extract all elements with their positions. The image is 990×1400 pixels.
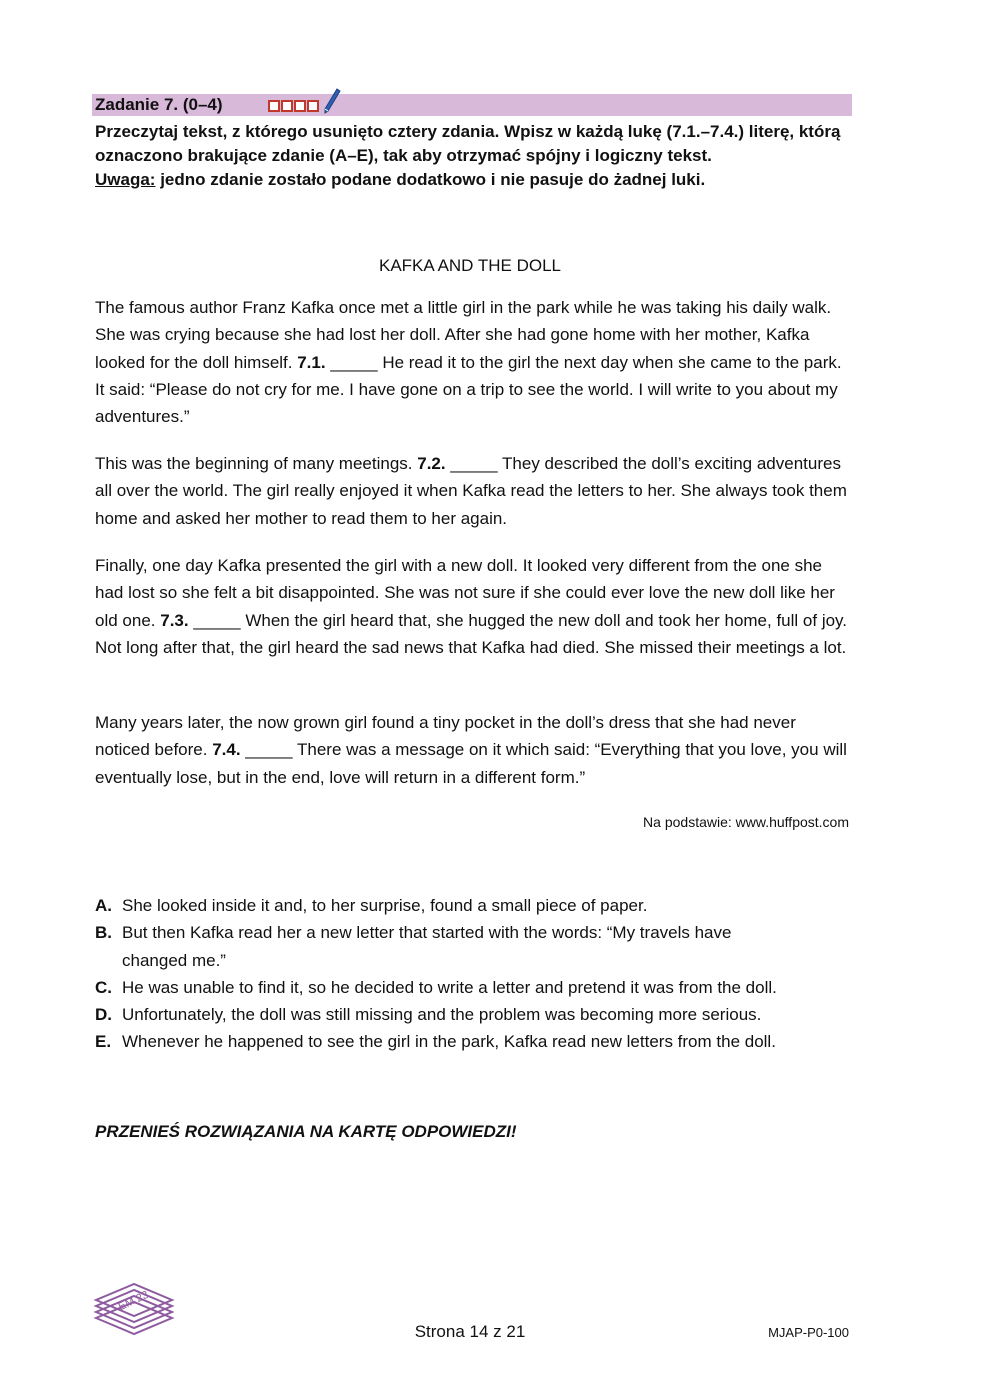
page-number: Strona 14 z 21 xyxy=(414,1322,526,1341)
exam-code: MJAP-P0-100 xyxy=(768,1325,849,1340)
gap-7-2: 7.2. xyxy=(417,454,446,473)
gap-7-4: 7.4. xyxy=(212,740,241,760)
paragraph-1: The famous author Franz Kafka once met a little girl in the park while he was taking his daily walk. She was crying because she had lost her doll. After she had gone home with her mother, Kafka looked for the doll himself. 7.1. _____ He read it to the girl the next day when she came to the park. It said: “Please do not cry for me. I have gone on a trip to see the world. I will write to you about my adventures.” xyxy=(95,298,842,427)
task-instruction: Przeczytaj tekst, z którego usunięto cztery zdania. Wpisz w każdą lukę (7.1.–7.4.) literę, którą oznaczono brakujące zdanie (A–E), tak aby otrzymać spójny i logiczny tekst. Uwaga: jedno zdanie zostało podane dodatkowo i nie pasuje do żadnej luki. xyxy=(95,122,841,189)
option-c: C. He was unable to find it, so he decided to write a letter and pretend it was from the doll. xyxy=(95,977,777,997)
pen-icon xyxy=(322,87,342,115)
source-note: Na podstawie: www.huffpost.com xyxy=(643,814,849,830)
note-label: Uwaga: xyxy=(95,170,156,189)
paragraph-4: Many years later, the now grown girl found a tiny pocket in the doll’s dress that she had never noticed before. 7.4. _____ There was a message on it which said: “Everything that you love, you will eventually lose, but in the end, love will return in a different form.” xyxy=(95,713,847,787)
blank: _____ xyxy=(450,454,498,473)
gap-7-1: 7.1. xyxy=(297,352,326,372)
option-e: E. Whenever he happened to see the girl in the park, Kafka read new letters from the doll. xyxy=(95,1032,776,1052)
task-title: Zadanie 7. (0–4) xyxy=(95,95,223,114)
options-list xyxy=(95,892,855,1056)
logo-text: EM 23 xyxy=(116,1288,151,1314)
option-d: D. Unfortunately, the doll was still missing and the problem was becoming more serious. xyxy=(95,1005,762,1025)
blank: _____ xyxy=(193,610,241,630)
blank: _____ xyxy=(245,740,293,760)
gap-7-3: 7.3. xyxy=(160,610,189,630)
option-a: A. She looked inside it and, to her surprise, found a small piece of paper. xyxy=(95,896,648,915)
paragraph-3: Finally, one day Kafka presented the girl with a new doll. It looked very different from the one she had lost so she felt a bit disappointed. She was not sure if she could ever love the new doll like her old one. 7.3. _____ When the girl heard that, she hugged the new doll and took her home, full of joy. Not long after that, the girl heard the sad news that Kafka had died. She missed their meetings a lot. xyxy=(95,556,848,657)
story-title: KAFKA AND THE DOLL xyxy=(378,256,562,275)
paragraph-2: This was the beginning of many meetings. 7.2. _____ They described the doll’s exciting adventures all over the world. The girl really enjoyed it when Kafka read the letters to her. She always took them home and asked her mother to read them to her again. xyxy=(95,454,847,528)
score-boxes-icon xyxy=(268,97,342,115)
blank: _____ xyxy=(330,352,378,372)
option-b: B. But then Kafka read her a new letter that started with the words: “My travels have changed me.” xyxy=(95,923,732,970)
task-header xyxy=(92,94,852,116)
transfer-instruction: PRZENIEŚ ROZWIĄZANIA NA KARTĘ ODPOWIEDZI! xyxy=(95,1122,517,1141)
